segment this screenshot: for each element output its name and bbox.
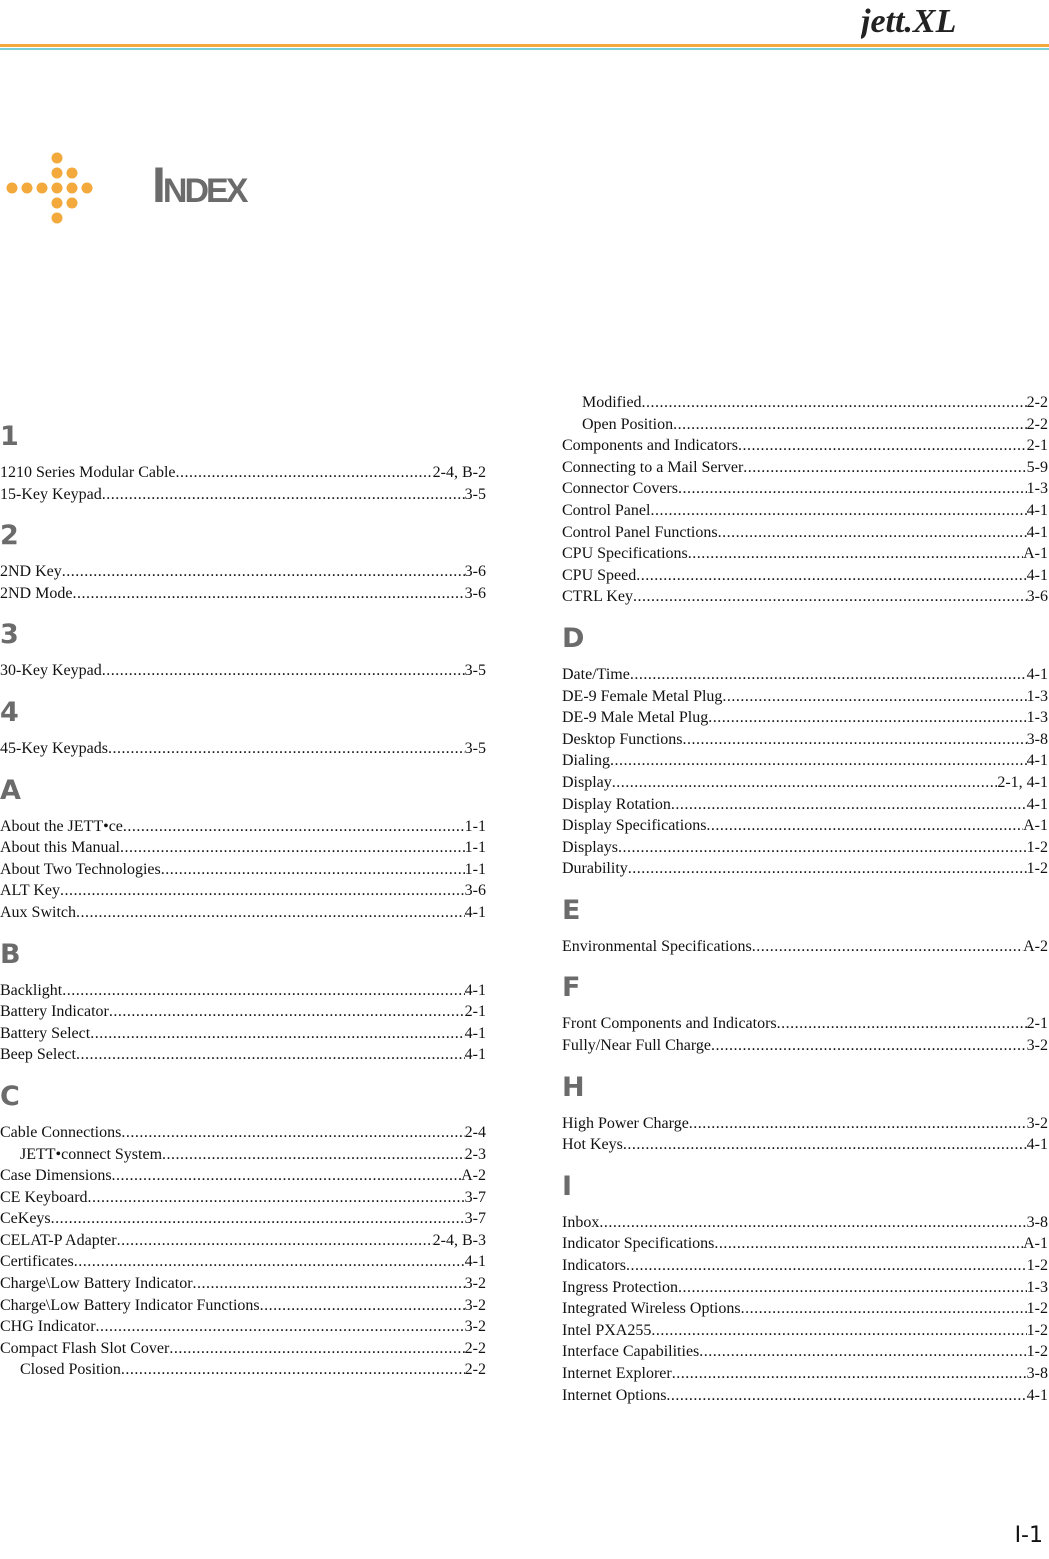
entry-label: Connector Covers bbox=[562, 480, 678, 498]
dot-leader bbox=[60, 880, 465, 902]
index-section bbox=[562, 392, 1048, 608]
entry-page: 3-8 bbox=[1026, 1365, 1048, 1382]
entry-label: Display bbox=[562, 773, 612, 791]
index-entry bbox=[562, 1298, 1048, 1320]
index-entry bbox=[562, 1277, 1048, 1299]
entry-label: DE-9 Female Metal Plug bbox=[562, 687, 723, 705]
dot-leader bbox=[102, 660, 465, 682]
dot-leader bbox=[738, 435, 1027, 457]
entry-label: About this Manual bbox=[0, 839, 120, 857]
section-letter: D bbox=[562, 622, 585, 654]
dot-leader bbox=[161, 859, 465, 881]
section-letter: I bbox=[562, 1170, 573, 1202]
dot-leader bbox=[102, 484, 465, 506]
entry-label: Indicators bbox=[562, 1257, 626, 1275]
entry-label: Hot Keys bbox=[562, 1136, 623, 1154]
index-entry bbox=[0, 1338, 486, 1360]
entry-page: 1-2 bbox=[1026, 860, 1048, 878]
entry-label: Battery Select bbox=[0, 1024, 91, 1042]
dot-leader bbox=[169, 1338, 464, 1360]
page-title-rest: NDEX bbox=[162, 172, 246, 210]
dot-leader bbox=[123, 816, 465, 838]
entry-label: CE Keyboard bbox=[0, 1188, 88, 1206]
header-rule-teal bbox=[0, 48, 1049, 50]
dot-leader bbox=[714, 1233, 1023, 1255]
dot-leader bbox=[62, 561, 465, 583]
page-title-initial: I bbox=[152, 157, 163, 213]
dot-leader bbox=[62, 980, 464, 1002]
entry-page: 2-3 bbox=[464, 1145, 486, 1163]
entry-page: 2-2 bbox=[464, 1361, 486, 1379]
index-entry bbox=[0, 880, 486, 902]
entry-label: High Power Charge bbox=[562, 1114, 689, 1132]
entry-page: A-2 bbox=[1023, 937, 1048, 955]
entry-page: A-2 bbox=[461, 1167, 486, 1185]
entry-label: ALT Key bbox=[0, 882, 60, 900]
index-entry bbox=[0, 660, 486, 682]
index-entry bbox=[0, 1230, 486, 1252]
index-entry bbox=[562, 414, 1048, 436]
entry-label: Integrated Wireless Options bbox=[562, 1300, 741, 1318]
entry-page: 1-2 bbox=[1026, 1343, 1048, 1361]
entry-page: 4-1 bbox=[1026, 566, 1048, 584]
index-entry bbox=[0, 561, 486, 583]
dot-leader bbox=[96, 1316, 465, 1338]
entry-label: Connecting to a Mail Server bbox=[562, 458, 744, 476]
entry-label: CPU Specifications bbox=[562, 545, 688, 563]
header-rule-orange bbox=[0, 44, 1049, 47]
index-section bbox=[562, 1071, 1048, 1156]
dot-leader bbox=[666, 1385, 1026, 1407]
index-entry bbox=[562, 1035, 1048, 1057]
index-entry bbox=[562, 664, 1048, 686]
entry-page: 2-1 bbox=[1026, 437, 1048, 455]
dot-leader bbox=[777, 1013, 1027, 1035]
entry-label: Charge\Low Battery Indicator Functions bbox=[0, 1296, 260, 1314]
entry-label: Certificates bbox=[0, 1253, 74, 1271]
index-entry bbox=[0, 583, 486, 605]
index-entry bbox=[0, 1359, 486, 1381]
dot-leader bbox=[678, 1277, 1027, 1299]
entry-label: CTRL Key bbox=[562, 588, 633, 606]
index-entry bbox=[562, 565, 1048, 587]
entry-page: A-1 bbox=[1023, 545, 1048, 563]
entry-page: 2-1 bbox=[464, 1003, 486, 1021]
index-entry bbox=[0, 1316, 486, 1338]
dot-leader bbox=[688, 543, 1023, 565]
dot-leader bbox=[706, 815, 1023, 837]
entry-page: 1-2 bbox=[1026, 1257, 1048, 1275]
entry-page: 3-7 bbox=[464, 1188, 486, 1206]
entry-label: Date/Time bbox=[562, 665, 630, 683]
index-entry bbox=[0, 1187, 486, 1209]
section-letter: 3 bbox=[0, 619, 19, 651]
entry-page: 3-8 bbox=[1026, 730, 1048, 748]
dot-leader bbox=[722, 686, 1026, 708]
index-entry bbox=[562, 522, 1048, 544]
entry-page: 4-1 bbox=[1026, 1386, 1048, 1404]
dot-leader bbox=[689, 1113, 1027, 1135]
section-letter: A bbox=[0, 774, 21, 806]
entry-label: Charge\Low Battery Indicator bbox=[0, 1275, 193, 1293]
entry-label: Open Position bbox=[582, 415, 674, 433]
entry-label: Fully/Near Full Charge bbox=[562, 1037, 712, 1055]
dot-leader bbox=[74, 1251, 465, 1273]
index-section bbox=[0, 519, 486, 604]
dot-leader bbox=[623, 1134, 1027, 1156]
entry-label: About the JETT•ce bbox=[0, 817, 123, 835]
entry-page: A-1 bbox=[1023, 1235, 1048, 1253]
entry-page: 4-1 bbox=[1026, 752, 1048, 770]
entry-label: Dialing bbox=[562, 752, 610, 770]
entry-page: 2-2 bbox=[1026, 415, 1048, 433]
entry-page: 4-1 bbox=[464, 1253, 486, 1271]
entry-page: 1-1 bbox=[464, 817, 486, 835]
entry-page: 4-1 bbox=[464, 1046, 486, 1064]
entry-label: Closed Position bbox=[20, 1361, 121, 1379]
dot-leader bbox=[599, 1212, 1026, 1234]
entry-label: DE-9 Male Metal Plug bbox=[562, 709, 709, 727]
entry-page: 4-1 bbox=[464, 981, 486, 999]
entry-label: Battery Indicator bbox=[0, 1003, 109, 1021]
dot-leader bbox=[752, 936, 1023, 958]
logo-text: jett.XL bbox=[861, 3, 957, 40]
entry-label: Intel PXA255 bbox=[562, 1321, 652, 1339]
entry-label: Displays bbox=[562, 838, 618, 856]
entry-label: Backlight bbox=[0, 981, 63, 999]
entry-label: Internet Options bbox=[562, 1386, 667, 1404]
entry-label: Environmental Specifications bbox=[562, 937, 752, 955]
entry-label: Front Components and Indicators bbox=[562, 1015, 777, 1033]
dot-leader bbox=[633, 586, 1027, 608]
dot-leader bbox=[630, 664, 1027, 686]
entry-page: 2-4, B-2 bbox=[432, 464, 486, 481]
index-section bbox=[0, 696, 486, 760]
dot-leader bbox=[72, 583, 464, 605]
entry-page: 3-6 bbox=[464, 882, 486, 900]
section-letter: E bbox=[562, 894, 581, 926]
dot-leader bbox=[162, 1144, 465, 1166]
entry-label: Desktop Functions bbox=[562, 730, 683, 748]
index-entry bbox=[0, 1001, 486, 1023]
entry-label: Inbox bbox=[562, 1213, 600, 1231]
dot-leader bbox=[176, 462, 433, 484]
index-entry bbox=[0, 1023, 486, 1045]
entry-label: 30-Key Keypad bbox=[0, 662, 102, 680]
entry-page: 1-1 bbox=[464, 860, 486, 878]
index-entry bbox=[0, 1251, 486, 1273]
entry-page: 4-1 bbox=[1026, 665, 1048, 683]
entry-page: 1-3 bbox=[1026, 687, 1048, 705]
index-column-left bbox=[0, 420, 486, 1395]
dot-leader bbox=[711, 1035, 1027, 1057]
entry-page: 2-2 bbox=[1026, 394, 1048, 411]
index-entry bbox=[562, 794, 1048, 816]
index-section bbox=[562, 894, 1048, 958]
index-entry bbox=[0, 859, 486, 881]
entry-label: Indicator Specifications bbox=[562, 1235, 715, 1253]
dot-leader bbox=[88, 1187, 465, 1209]
entry-label: 45-Key Keypads bbox=[0, 739, 108, 757]
dot-leader bbox=[682, 729, 1026, 751]
entry-page: 4-1 bbox=[464, 1024, 486, 1042]
dot-leader bbox=[90, 1023, 464, 1045]
entry-page: 3-6 bbox=[464, 563, 486, 581]
index-section bbox=[0, 1080, 486, 1381]
dot-leader bbox=[121, 1359, 465, 1381]
entry-page: 3-5 bbox=[464, 739, 486, 757]
dot-leader bbox=[636, 565, 1026, 587]
index-entry bbox=[562, 772, 1048, 794]
index-entry bbox=[0, 980, 486, 1002]
index-entry bbox=[562, 1013, 1048, 1035]
index-section bbox=[0, 774, 486, 924]
entry-page: 4-1 bbox=[464, 903, 486, 921]
entry-page: 3-6 bbox=[464, 584, 486, 602]
index-entry bbox=[0, 1273, 486, 1295]
index-section bbox=[562, 1170, 1048, 1406]
dot-leader bbox=[108, 738, 465, 760]
entry-label: Cable Connections bbox=[0, 1123, 122, 1141]
index-entry bbox=[562, 586, 1048, 608]
section-letter: B bbox=[0, 938, 21, 970]
entry-page: 3-2 bbox=[464, 1318, 486, 1336]
entry-label: 15-Key Keypad bbox=[0, 485, 102, 503]
entry-label: Beep Select bbox=[0, 1046, 76, 1064]
entry-page: 4-1 bbox=[1026, 1136, 1048, 1154]
entry-page: 3-5 bbox=[464, 662, 486, 680]
index-entry bbox=[562, 750, 1048, 772]
entry-label: Display Specifications bbox=[562, 817, 707, 835]
entry-page: 3-2 bbox=[464, 1296, 486, 1314]
index-entry bbox=[562, 500, 1048, 522]
entry-page: 1-3 bbox=[1026, 480, 1048, 498]
entry-label: Compact Flash Slot Cover bbox=[0, 1339, 170, 1357]
dot-leader bbox=[109, 1001, 465, 1023]
index-entry bbox=[0, 1144, 486, 1166]
jett-xl-logo bbox=[861, 2, 1041, 40]
index-entry bbox=[562, 543, 1048, 565]
dot-leader bbox=[678, 478, 1027, 500]
section-letter: 4 bbox=[0, 696, 19, 728]
index-entry bbox=[0, 484, 486, 506]
entry-page: 4-1 bbox=[1026, 501, 1048, 519]
dot-leader bbox=[650, 500, 1026, 522]
entry-page: 3-2 bbox=[1026, 1037, 1048, 1055]
entry-label: Display Rotation bbox=[562, 795, 671, 813]
entry-label: Aux Switch bbox=[0, 903, 76, 921]
dot-leader bbox=[612, 772, 998, 794]
dot-leader bbox=[628, 858, 1027, 880]
index-entry bbox=[0, 1295, 486, 1317]
entry-page: 1-2 bbox=[1026, 838, 1048, 856]
entry-label: CeKeys bbox=[0, 1210, 51, 1228]
dot-leader bbox=[708, 707, 1026, 729]
entry-label: JETT•connect System bbox=[20, 1145, 163, 1163]
index-entry bbox=[562, 1233, 1048, 1255]
dot-leader bbox=[51, 1208, 465, 1230]
index-entry bbox=[0, 1122, 486, 1144]
index-entry bbox=[562, 435, 1048, 457]
index-entry bbox=[0, 1208, 486, 1230]
entry-page: 1-3 bbox=[1026, 709, 1048, 727]
index-entry bbox=[562, 686, 1048, 708]
dot-leader bbox=[76, 1044, 465, 1066]
index-entry bbox=[562, 392, 1048, 414]
dot-leader bbox=[193, 1273, 465, 1295]
index-entry bbox=[562, 815, 1048, 837]
dot-leader bbox=[642, 392, 1027, 414]
index-entry bbox=[0, 462, 486, 484]
index-entry bbox=[0, 1044, 486, 1066]
entry-page: A-1 bbox=[1023, 817, 1048, 835]
dot-leader bbox=[741, 1298, 1027, 1320]
entry-label: CHG Indicator bbox=[0, 1318, 96, 1336]
dot-leader bbox=[121, 1122, 464, 1144]
entry-page: 1-2 bbox=[1026, 1321, 1048, 1339]
entry-page: 3-8 bbox=[1026, 1213, 1048, 1231]
index-section bbox=[0, 618, 486, 682]
dot-leader bbox=[743, 457, 1026, 479]
entry-label: CELAT-P Adapter bbox=[0, 1231, 117, 1249]
entry-page: 3-6 bbox=[1026, 588, 1048, 606]
entry-page: 2-1, 4-1 bbox=[997, 773, 1048, 791]
dot-leader bbox=[117, 1230, 433, 1252]
entry-page: 2-4 bbox=[464, 1123, 486, 1141]
index-entry bbox=[0, 902, 486, 924]
section-letter: F bbox=[562, 972, 581, 1004]
dot-leader bbox=[610, 750, 1027, 772]
index-entry bbox=[0, 837, 486, 859]
section-letter: 2 bbox=[0, 520, 19, 552]
dot-leader bbox=[260, 1295, 465, 1317]
entry-label: Control Panel bbox=[562, 501, 651, 519]
index-entry bbox=[562, 729, 1048, 751]
dot-leader bbox=[672, 1363, 1027, 1385]
entry-page: 5-9 bbox=[1026, 458, 1048, 476]
entry-label: 1210 Series Modular Cable bbox=[0, 464, 176, 481]
section-letter: H bbox=[562, 1071, 585, 1103]
entry-page: 3-2 bbox=[464, 1275, 486, 1293]
dot-leader bbox=[618, 837, 1027, 859]
page-number: I-1 bbox=[1014, 1523, 1043, 1548]
index-entry bbox=[562, 1341, 1048, 1363]
index-entry bbox=[562, 1320, 1048, 1342]
index-entry bbox=[562, 457, 1048, 479]
entry-label: About Two Technologies bbox=[0, 860, 161, 878]
dot-leader bbox=[699, 1341, 1026, 1363]
index-entry bbox=[0, 816, 486, 838]
entry-page: 3-2 bbox=[1026, 1114, 1048, 1132]
entry-page: 2-1 bbox=[1026, 1015, 1048, 1033]
dot-leader bbox=[626, 1255, 1027, 1277]
index-entry bbox=[562, 1212, 1048, 1234]
entry-page: 1-3 bbox=[1026, 1278, 1048, 1296]
index-entry bbox=[562, 1255, 1048, 1277]
entry-label: Case Dimensions bbox=[0, 1167, 112, 1185]
index-entry bbox=[562, 837, 1048, 859]
entry-page: 2-4, B-3 bbox=[432, 1231, 486, 1249]
index-entry bbox=[562, 936, 1048, 958]
index-entry bbox=[562, 1385, 1048, 1407]
entry-label: Internet Explorer bbox=[562, 1365, 672, 1382]
index-entry bbox=[562, 478, 1048, 500]
entry-label: Control Panel Functions bbox=[562, 523, 718, 541]
entry-page: 2-2 bbox=[464, 1339, 486, 1357]
dot-cross-icon bbox=[0, 150, 100, 230]
index-entry bbox=[562, 1113, 1048, 1135]
index-entry bbox=[562, 1363, 1048, 1385]
dot-leader bbox=[112, 1165, 462, 1187]
entry-label: Modified bbox=[582, 394, 642, 411]
section-letter: 1 bbox=[0, 421, 19, 452]
entry-page: 1-2 bbox=[1026, 1300, 1048, 1318]
dot-leader bbox=[673, 414, 1027, 436]
entry-page: 4-1 bbox=[1026, 795, 1048, 813]
entry-page: 1-1 bbox=[464, 839, 486, 857]
entry-label: Interface Capabilities bbox=[562, 1343, 700, 1361]
dot-leader bbox=[718, 522, 1027, 544]
entry-label: Ingress Protection bbox=[562, 1278, 678, 1296]
dot-leader bbox=[671, 794, 1027, 816]
dot-leader bbox=[120, 837, 465, 859]
entry-page: 3-5 bbox=[464, 485, 486, 503]
entry-label: 2ND Mode bbox=[0, 584, 73, 602]
page-title bbox=[152, 157, 246, 216]
dot-leader bbox=[76, 902, 465, 924]
index-entry bbox=[562, 858, 1048, 880]
index-entry bbox=[562, 707, 1048, 729]
entry-page: 4-1 bbox=[1026, 523, 1048, 541]
entry-label: CPU Speed bbox=[562, 566, 637, 584]
index-section bbox=[0, 938, 486, 1066]
entry-label: 2ND Key bbox=[0, 563, 62, 581]
index-section bbox=[562, 622, 1048, 880]
entry-page: 3-7 bbox=[464, 1210, 486, 1228]
index-entry bbox=[562, 1134, 1048, 1156]
index-column-right bbox=[562, 392, 1048, 1420]
entry-label: Components and Indicators bbox=[562, 437, 738, 455]
index-section bbox=[562, 971, 1048, 1056]
dot-leader bbox=[651, 1320, 1026, 1342]
index-section bbox=[0, 420, 486, 505]
section-letter: C bbox=[0, 1080, 20, 1112]
index-entry bbox=[0, 738, 486, 760]
entry-label: Durability bbox=[562, 860, 628, 878]
index-entry bbox=[0, 1165, 486, 1187]
